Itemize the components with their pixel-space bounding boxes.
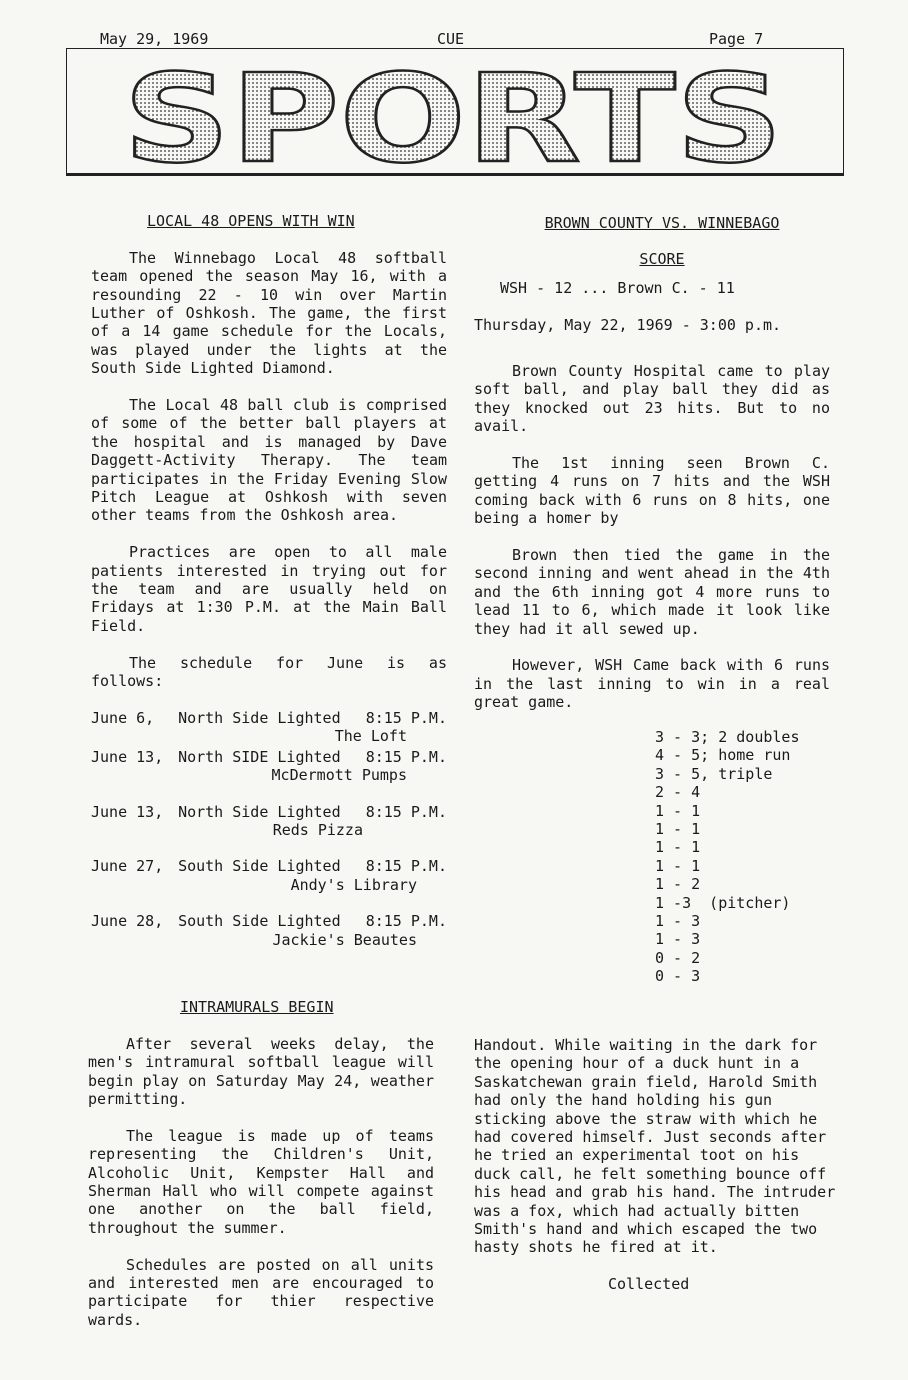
schedule-row — [91, 709, 447, 746]
stat-line: 0 - 3 — [655, 967, 701, 986]
stat-line: 1 - 1 — [655, 801, 701, 820]
schedule-date: June 13, — [91, 747, 164, 766]
schedule-venue: South Side Lighted — [178, 857, 341, 876]
local48-paragraph-1: The Winnebago Local 48 softball team opened the season May 16, with a resounding 22 - 10 win over Martin Luther of Oshkosh. The game, the first of a 14 game schedule for the Locals, was played under the lights at the South Side Lighted Diamond. — [91, 248, 447, 378]
schedule-time: 8:15 P.M. — [365, 802, 447, 821]
paper-name: CUE — [437, 30, 465, 48]
schedule-time: 8:15 P.M. — [365, 912, 447, 931]
game-paragraph-3: Brown then tied the game in the second inning and went ahead in the 4th and the 6th inning got 4 more runs to lead 11 to 6, which made it look like they had it all sewed up. — [474, 546, 830, 638]
schedule-time: 8:15 P.M. — [365, 747, 447, 766]
left-column — [91, 212, 447, 967]
credit-collected: Collected — [608, 1274, 690, 1293]
issue-date: May 29, 1969 — [100, 30, 209, 48]
local48-paragraph-2: The Local 48 ball club is comprised of some of the better ball players at the hospital and is managed by Dave Daggett-Activity Therapy. The team participates in the Friday Evening Slow Pitch League at Oshkosh with seven other teams from the Oshkosh area. — [91, 396, 447, 525]
final-score: WSH - 12 ... Brown C. - 11 — [500, 278, 735, 297]
schedule-row — [91, 748, 447, 785]
intramurals-paragraph-3: Schedules are posted on all units and interested men are encouraged to participate for thier respective wards. — [88, 1255, 434, 1329]
schedule-opponent: Andy's Library — [290, 875, 417, 894]
sports-letters — [123, 49, 783, 173]
sports-text: SPORTS — [123, 49, 783, 173]
schedule-venue: North Side Lighted — [178, 802, 341, 821]
game-paragraph-2: The 1st inning seen Brown C. getting 4 runs on 7 hits and the WSH coming back with 6 runs on 8 hits, one being a homer by — [474, 454, 830, 528]
article-title-intramurals: INTRAMURALS BEGIN — [180, 998, 334, 1016]
schedule-time: 8:15 P.M. — [365, 708, 447, 727]
intramurals-paragraph-1: After several weeks delay, the men's intramural softball league will begin play on Saturday May 24, weather permitting. — [88, 1034, 434, 1109]
score-heading: SCORE — [639, 250, 685, 269]
stat-line: 1 - 1 — [655, 838, 701, 857]
stat-line: 1 - 3 — [655, 912, 701, 931]
article-title-local48: LOCAL 48 OPENS WITH WIN — [147, 212, 355, 230]
schedule-venue: South Side Lighted — [178, 912, 341, 931]
stat-line: 1 - 2 — [655, 875, 701, 894]
fox-story: Handout. While waiting in the dark for the opening hour of a duck hunt in a Saskatchewan grain field, Harold Smith had only the hand holding his gun sticking above the straw with which he had covered himself. Just seconds after he tried an experimental toot on his duck call, he felt something bounce off his head and grab his hand. The intruder was a fox, which had actually bitten Smith's hand and which escaped the two hasty shots he fired at it. — [474, 1036, 836, 1257]
schedule-time: 8:15 P.M. — [365, 857, 447, 876]
stat-line: 3 - 5, triple — [655, 764, 773, 783]
schedule-row — [91, 803, 447, 840]
intramurals-paragraph-2: The league is made up of teams representing the Children's Unit, Alcoholic Unit, Kempster Hall and Sherman Hall who will compete against one another on the ball field, throughout the summer. — [88, 1126, 434, 1237]
left-column-lower — [88, 998, 434, 1348]
schedule-date: June 28, — [91, 912, 164, 931]
stat-line: 4 - 5; home run — [655, 746, 791, 765]
schedule-date: June 13, — [91, 802, 164, 821]
schedule-date: June 6, — [91, 708, 155, 727]
schedule-row — [91, 857, 447, 894]
schedule-venue: North SIDE Lighted — [178, 747, 341, 766]
game-paragraph-4: However, WSH Came back with 6 runs in the last inning to win in a real great game. — [474, 656, 830, 712]
stat-line: 1 - 1 — [655, 820, 701, 839]
stat-line: 2 - 4 — [655, 783, 701, 802]
article-title-brown-county: BROWN COUNTY VS. WINNEBAGO — [544, 214, 780, 232]
schedule-venue: North Side Lighted — [178, 708, 341, 727]
schedule-opponent: McDermott Pumps — [271, 766, 407, 785]
stat-line: 0 - 2 — [655, 948, 701, 967]
page-number: Page 7 — [709, 30, 764, 48]
game-paragraph-1: Brown County Hospital came to play soft ball, and play ball they did as they knocked out 23 hits. But to no avail. — [474, 362, 830, 436]
game-date-time: Thursday, May 22, 1969 - 3:00 p.m. — [474, 315, 782, 334]
schedule-opponent: Reds Pizza — [272, 820, 363, 839]
schedule-opponent: Jackie's Beautes — [272, 930, 417, 949]
right-column-lower — [474, 1036, 840, 1293]
schedule-opponent: The Loft — [334, 727, 407, 746]
sports-masthead — [66, 48, 844, 176]
right-column — [474, 214, 830, 730]
schedule-row — [91, 912, 447, 949]
stat-line: 1 - 1 — [655, 856, 701, 875]
sports-logo — [67, 49, 843, 173]
batting-stats — [655, 728, 800, 986]
stat-line: 1 -3 (pitcher) — [655, 893, 791, 912]
schedule-date: June 27, — [91, 857, 164, 876]
local48-paragraph-3: Practices are open to all male patients interested in trying out for the team and are usually held on Fridays at 1:30 P.M. at the Main Ball Field. — [91, 543, 447, 635]
local48-paragraph-4: The schedule for June is as follows: — [91, 653, 447, 691]
stat-line: 1 - 3 — [655, 930, 701, 949]
stat-line: 3 - 3; 2 doubles — [655, 728, 800, 746]
june-schedule — [91, 709, 447, 949]
